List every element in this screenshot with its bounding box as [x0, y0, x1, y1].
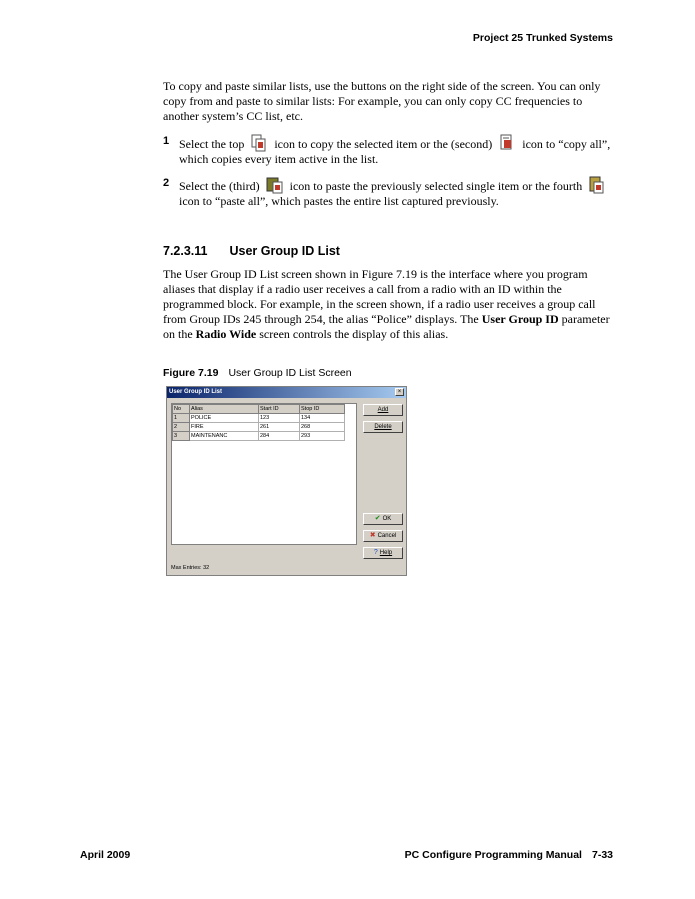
section-heading	[163, 244, 340, 258]
add-button[interactable]: Add	[363, 404, 403, 416]
user-group-id-list-dialog	[166, 386, 407, 576]
ok-button[interactable]: ✔ OK	[363, 513, 403, 525]
table-row[interactable]: 1 POLICE 123 134	[173, 414, 345, 423]
table-row[interactable]: 3 MAINTENANC 284 293	[173, 432, 345, 441]
body-paragraph: The User Group ID List screen shown in Figure 7.19 is the interface where you program aliases that display if a radio user receives a call from a radio with an ID within the programmed block. For example, in the screen shown, if a radio user receives a group call from Group IDs 245 through 254, the alias “Police” displays. The User Group ID parameter on the Radio Wide screen controls the display of this alias.	[163, 267, 610, 341]
intro-paragraph: To copy and paste similar lists, use the buttons on the right side of the screen. You can only copy from and paste to similar lists: For example, you can only copy CC frequencies to another system’s CC list, etc.	[163, 79, 601, 123]
alias-grid[interactable]	[171, 403, 357, 545]
step-number: 1	[163, 135, 170, 147]
paste-all-icon	[588, 176, 606, 194]
footer-date: April 2009	[80, 849, 131, 861]
delete-button[interactable]: Delete	[363, 421, 403, 433]
step-2: 2 Select the (third) icon to paste the previously selected single item or the fourth icon to “paste all”, which pastes the entire list captured previously.	[163, 176, 613, 209]
copy-all-icon	[498, 134, 516, 152]
col-stop-id: Stop ID	[300, 405, 345, 414]
table-row[interactable]: 2 FIRE 261 268	[173, 423, 345, 432]
help-button[interactable]: ? Help	[363, 547, 403, 559]
step-number: 2	[163, 177, 170, 189]
checkmark-icon: ✔	[374, 515, 381, 522]
col-start-id: Start ID	[259, 405, 300, 414]
copy-icon	[250, 134, 268, 152]
figure-caption: Figure 7.19 User Group ID List Screen	[163, 367, 352, 379]
dialog-title: User Group ID List	[167, 387, 406, 398]
page-number: 7-33	[591, 849, 613, 861]
footer-manual: PC Configure Programming Manual 7-33	[404, 849, 613, 861]
question-icon: ?	[373, 549, 378, 556]
step-1: 1 Select the top icon to copy the selected item or the (second) icon to “copy all”, which copies every item active in the list.	[163, 135, 611, 166]
col-alias: Alias	[190, 405, 259, 414]
section-title: User Group ID List	[229, 244, 340, 258]
running-header: Project 25 Trunked Systems	[472, 32, 613, 44]
x-icon: ✖	[369, 532, 376, 539]
col-no: No	[173, 405, 190, 414]
max-entries-label: Max Entries: 32	[171, 565, 210, 571]
section-number: 7.2.3.11	[163, 244, 208, 258]
close-icon[interactable]: ×	[395, 388, 404, 396]
paste-icon	[266, 176, 284, 194]
cancel-button[interactable]: ✖ Cancel	[363, 530, 403, 542]
